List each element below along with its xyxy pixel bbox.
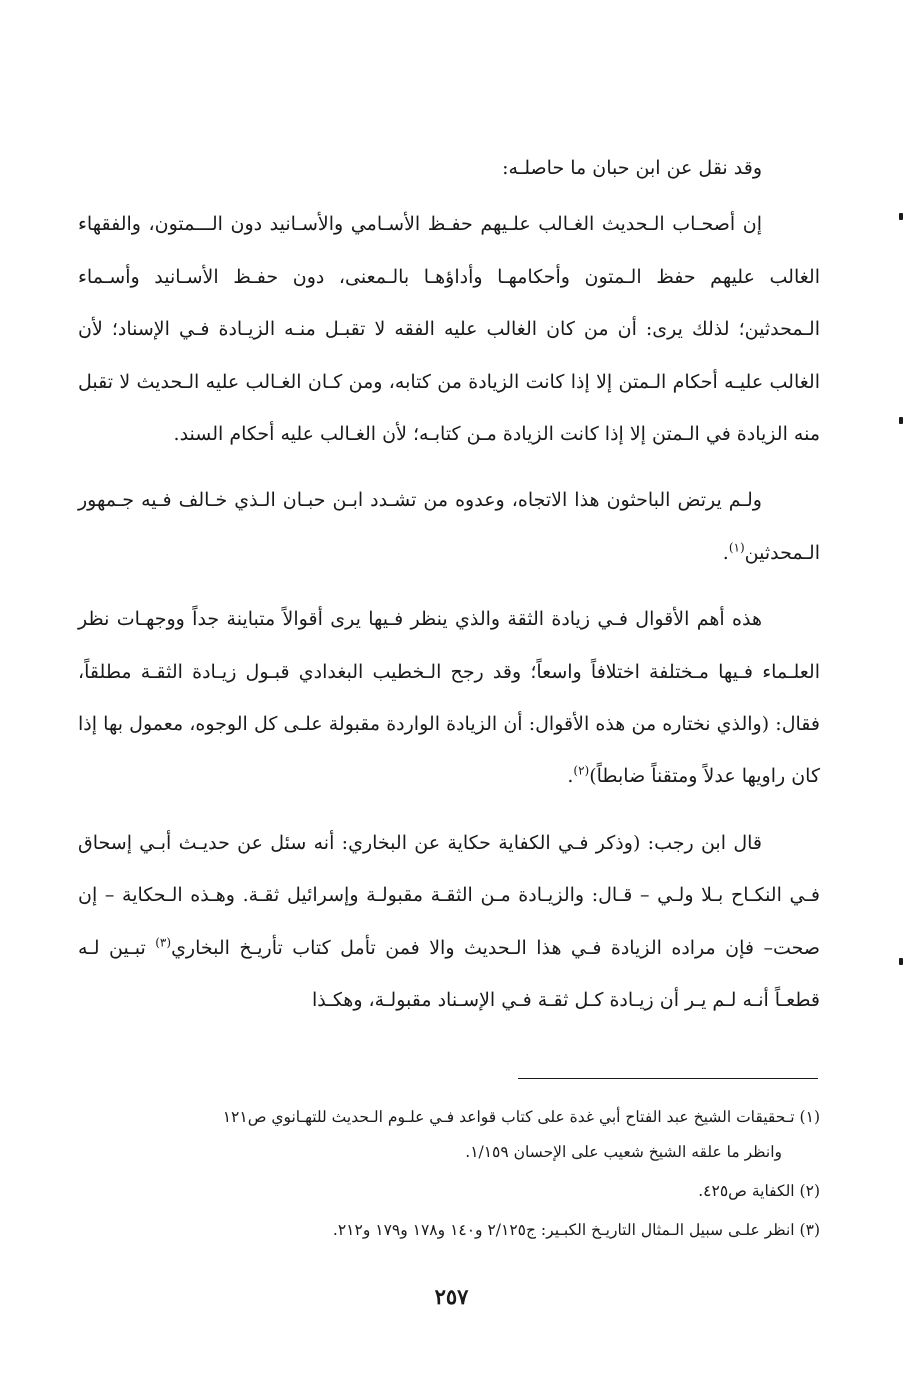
- margin-mark: [899, 417, 903, 424]
- footnotes: [78, 1100, 820, 1252]
- main-text: [78, 142, 820, 1041]
- footnote-reference: (٢): [573, 764, 590, 779]
- footnote-text-continued: وانظر ما علقه الشيخ شعيب على الإحسان ١/١٥٩.: [465, 1143, 782, 1161]
- footnote-text: تـحقيقات الشيخ عبد الفتاح أبي غدة على كتاب قواعد فـي علـوم الـحديث للتهـانوي ص١٢١: [222, 1108, 795, 1126]
- footnote-number: (٢): [799, 1182, 820, 1200]
- paragraph: وقد نقل عن ابن حبان ما حاصلـه:: [502, 157, 762, 179]
- footnote-number: (١): [799, 1108, 820, 1126]
- page-number: ٢٥٧: [434, 1284, 469, 1309]
- paragraph: هذه أهم الأقوال فـي زيادة الثقة والذي ينظر فـيها يرى أقوالاً متباينة جداً ووجهـات نظر العلـماء فـيها مـختلفة اختلافاً واسعاً؛ وقد رجح الـخطيب البغدادي قبـول زيـادة الثقـة مطلقاً، فقال: (والذي نختاره من هذه الأقوال: أن الزيادة الواردة مقبولة علـى كل الوجوه، معمول بها إذا كان راويها عدلاً ومتقناً ضابطاً)$^{(٢)}$.: [78, 608, 820, 788]
- footnote-text: انظر علـى سبيل الـمثال التاريـخ الكبـير: ج٢/١٢٥ و١٤٠ و١٧٨ و١٧٩ و٢١٢.: [332, 1221, 795, 1239]
- footnote: [78, 1174, 820, 1209]
- margin-mark: [899, 958, 903, 965]
- footnote: [78, 1213, 820, 1248]
- paragraph: ولـم يرتض الباحثون هذا الاتجاه، وعدوه من تشـدد ابـن حبـان الـذي خـالف فـيه جـمهور الـمحدثين$^{(١)}$.: [78, 489, 820, 564]
- footnote-reference: (٣): [155, 935, 172, 950]
- footnote-divider: [518, 1078, 818, 1079]
- paragraph: إن أصحـاب الـحديث الغـالب علـيهم حفـظ الأسـامي والأسـانيد دون الـــمتون، والفقهاء الغالب عليهم حفظ الـمتون وأحكامهـا وأداؤهـا بالـمعنى، دون حفـظ الأسـانيد وأسـماء الـمحدثين؛ لذلك يرى: أن من كان الغالب عليه الفقه لا تقبـل منـه الزيـادة فـي الإسناد؛ لأن الغالب عليـه أحكام الـمتن إلا إذا كانت الزيادة من كتابه، ومن كـان الغـالب عليه الـحديث لا تقبل منه الزيادة في الـمتن إلا إذا كانت الزيادة مـن كتابـه؛ لأن الغـالب عليه أحكام السند.: [78, 213, 820, 446]
- footnote-reference: (١): [728, 540, 745, 555]
- footnote-text: الكفاية ص٤٢٥.: [698, 1182, 795, 1200]
- footnote-number: (٣): [799, 1221, 820, 1239]
- footnote: [78, 1100, 820, 1170]
- margin-mark: [899, 213, 903, 220]
- paragraph: قال ابن رجب: (وذكر فـي الكفاية حكاية عن البخاري: أنه سئل عن حديـث أبـي إسحاق فـي النكـاح بـلا ولـي – قـال: والزيـادة مـن الثقـة مقبولـة وإسرائيل ثقـة. وهـذه الـحكاية – إن صحت– فإن مراده الزيادة فـي هذا الـحديث والا فمن تأمل كتاب تأريـخ البخاري$^{(٣)}$ تبـين لـه قطعـاً أنـه لـم يـر أن زيـادة كـل ثقـة فـي الإسـناد مقبولـة، وهكـذا: [78, 831, 820, 1012]
